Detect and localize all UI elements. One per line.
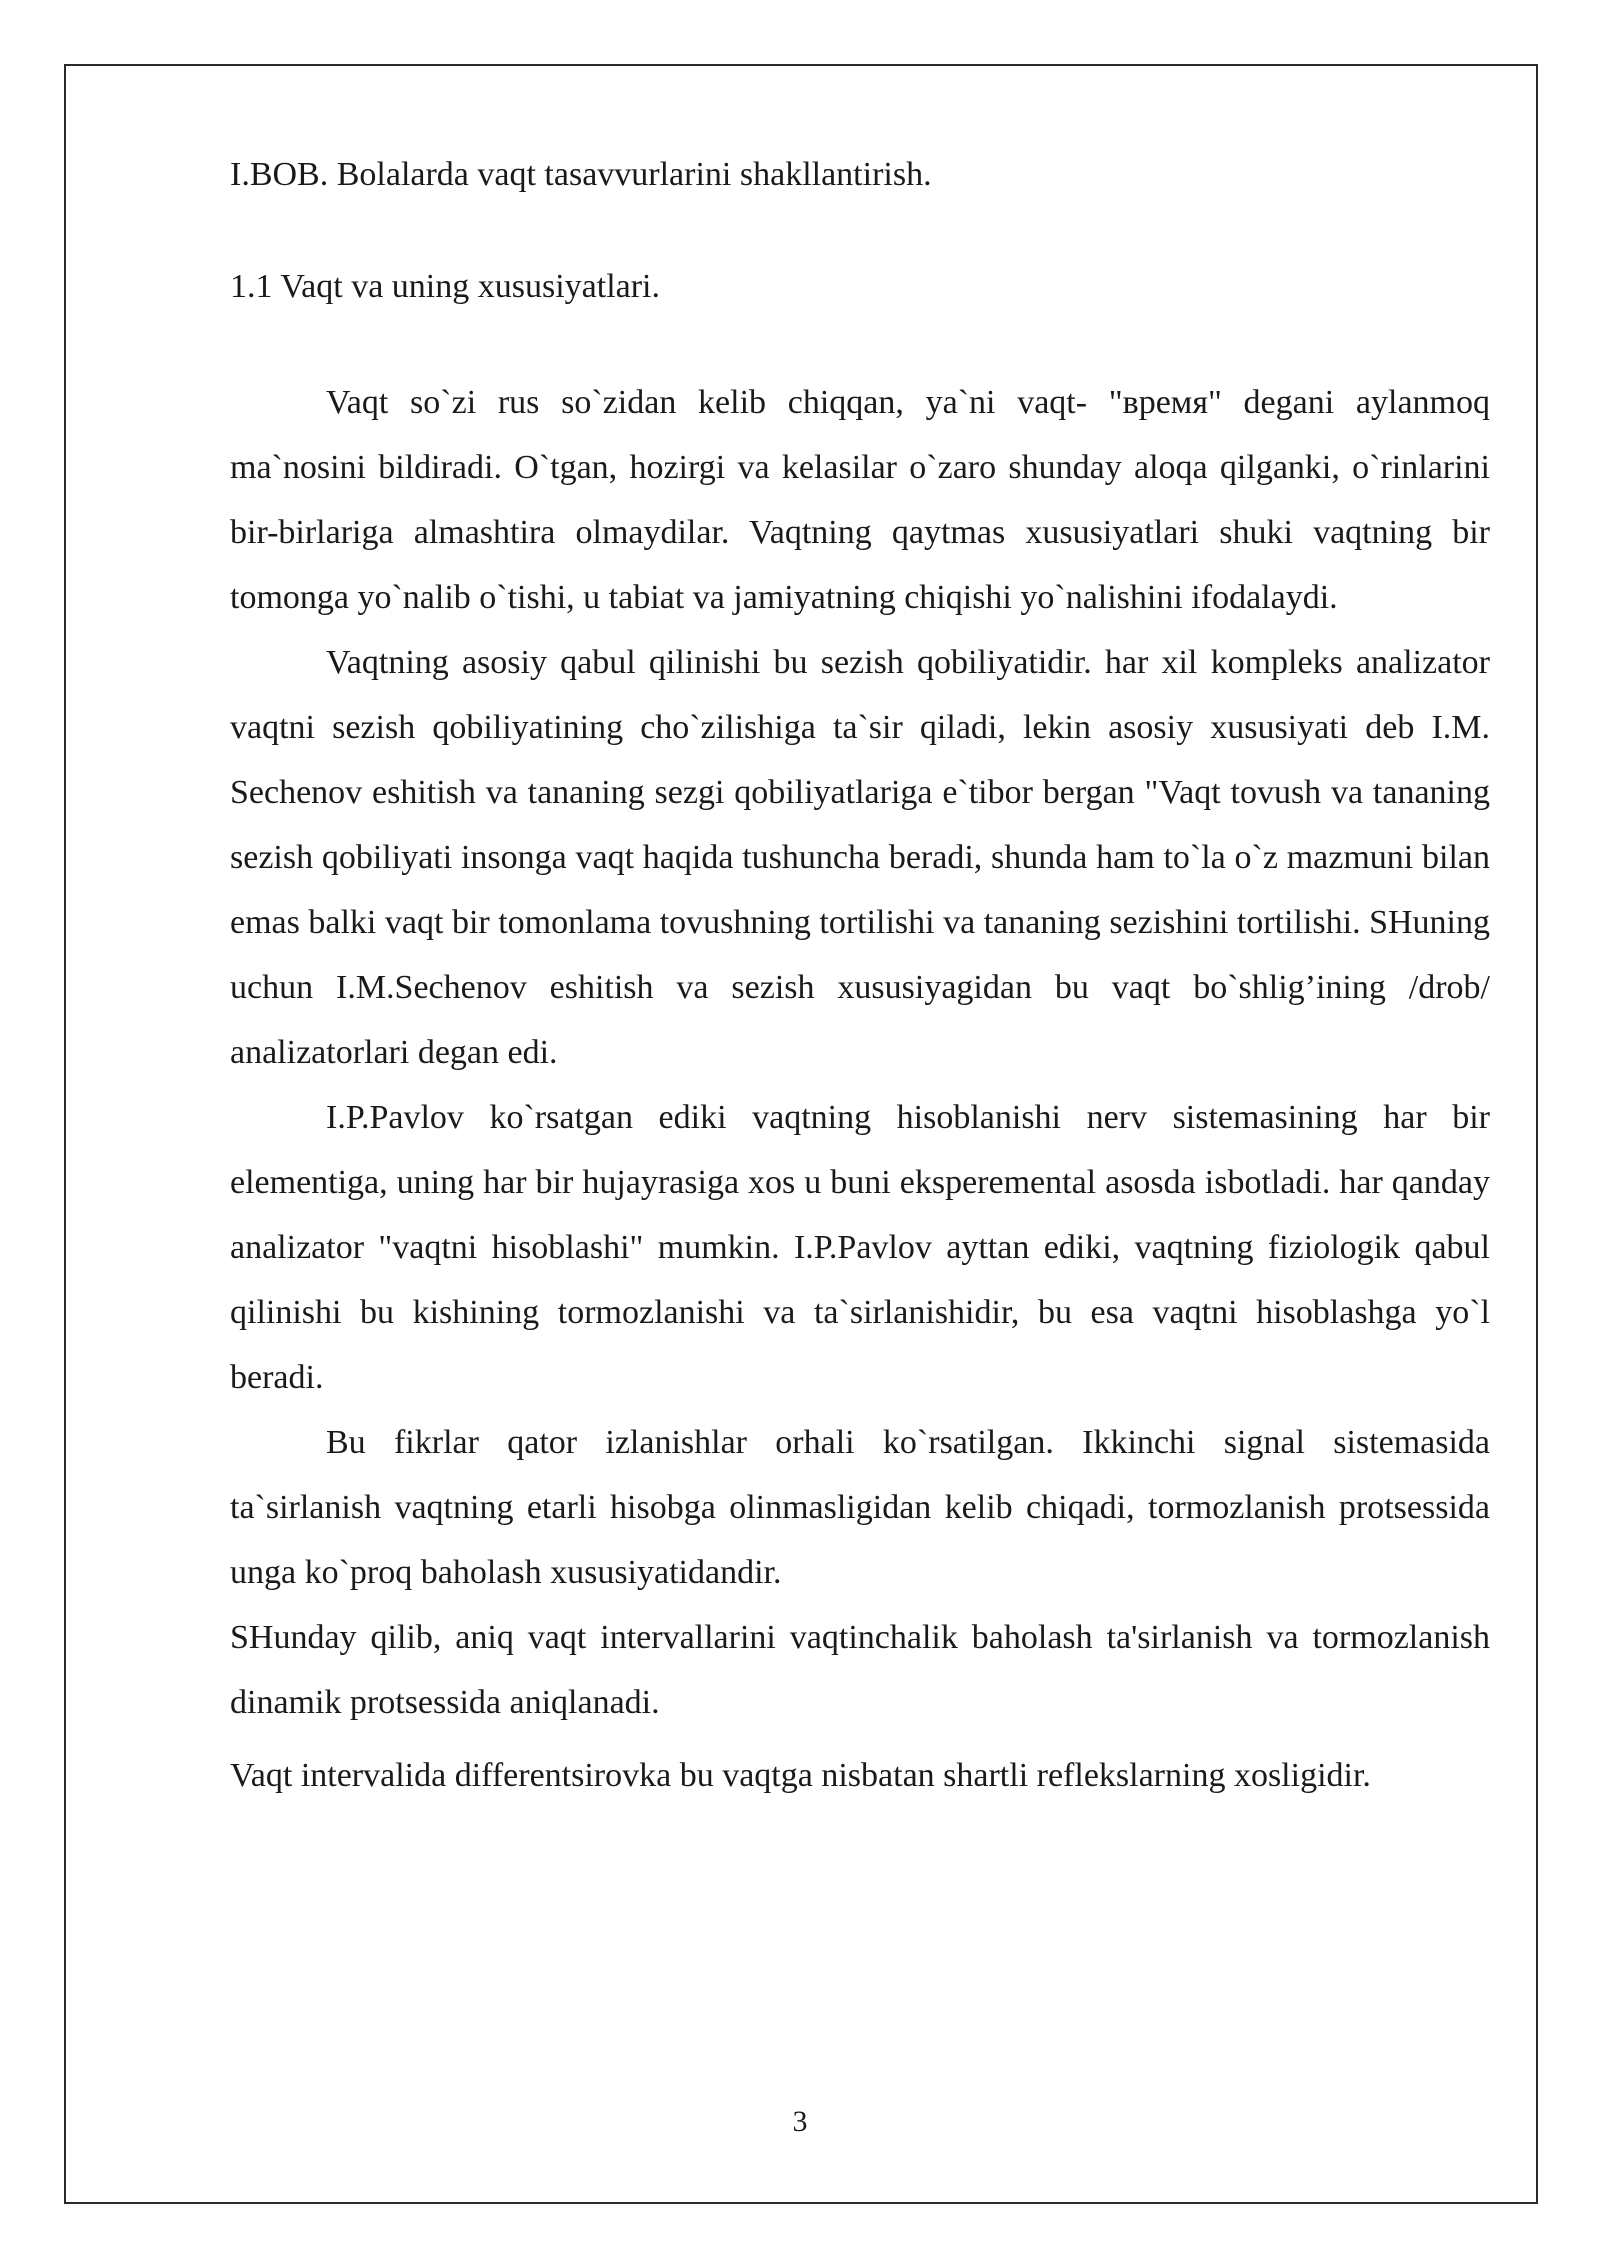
- paragraph-2: Vaqtning asosiy qabul qilinishi bu sezish qobiliyatidir. har xil kompleks analizator vaqtni sezish qobiliyatining cho`zilishiga ta`sir qiladi, lekin asosiy xususiyati deb I.M. Sechenov eshitish va tananing sezgi qobiliyatlariga e`tibor bergan "Vaqt tovush va tananing sezish qobiliyati insonga vaqt haqida tushuncha beradi, shunda ham to`la o`z mazmuni bilan emas balki vaqt bir tomonlama tovushning tortilishi va tananing sezishini tortilishi. SHuning uchun I.M.Sechenov eshitish va sezish xususiyagidan bu vaqt bo`shlig’ining /drob/ analizatorlari degan edi.: [230, 644, 1490, 1071]
- paragraph-3: I.P.Pavlov ko`rsatgan ediki vaqtning hisoblanishi nerv sistemasining har bir elementiga, uning har bir hujayrasiga xos u buni eksperemental asosda isbotladi. har qanday analizator "vaqtni hisoblashi" mumkin. I.P.Pavlov ayttan ediki, vaqtning fiziologik qabul qilinishi bu kishining tormozlanishi va ta`sirlanishidir, bu esa vaqtni hisoblashga yo`l beradi.: [230, 1099, 1490, 1396]
- paragraph-5: SHunday qilib, aniq vaqt intervallarini vaqtinchalik baholash ta'sirlanish va tormozlanish dinamik protsessida aniqlanadi.: [230, 1619, 1490, 1721]
- paragraph-1: Vaqt so`zi rus so`zidan kelib chiqqan, ya`ni vaqt- "время" degani aylanmoq ma`nosini bildiradi. O`tgan, hozirgi va kelasilar o`zaro shunday aloqa qilganki, o`rinlarini bir-birlariga almashtira olmaydilar. Vaqtning qaytmas xususiyatlari shuki vaqtning bir tomonga yo`nalib o`tishi, u tabiat va jamiyatning chiqishi yo`nalishini ifodalaydi.: [230, 384, 1490, 616]
- chapter-heading: I.BOB. Bolalarda vaqt tasavvurlarini shakllantirish.: [230, 156, 932, 193]
- paragraph-4: Bu fikrlar qator izlanishlar orhali ko`rsatilgan. Ikkinchi signal sistemasida ta`sirlanish vaqtning etarli hisobga olinmasligidan kelib chiqadi, tormozlanish protsessida unga ko`proq baholash xususiyatidandir.: [230, 1424, 1490, 1591]
- paragraph-6: Vaqt intervalida differentsirovka bu vaqtga nisbatan shartli reflekslarning xosligidir.: [230, 1757, 1371, 1794]
- page-number: 3: [792, 2105, 808, 2138]
- document-body: [230, 150, 1490, 1799]
- section-heading: 1.1 Vaqt va uning xususiyatlari.: [230, 268, 660, 305]
